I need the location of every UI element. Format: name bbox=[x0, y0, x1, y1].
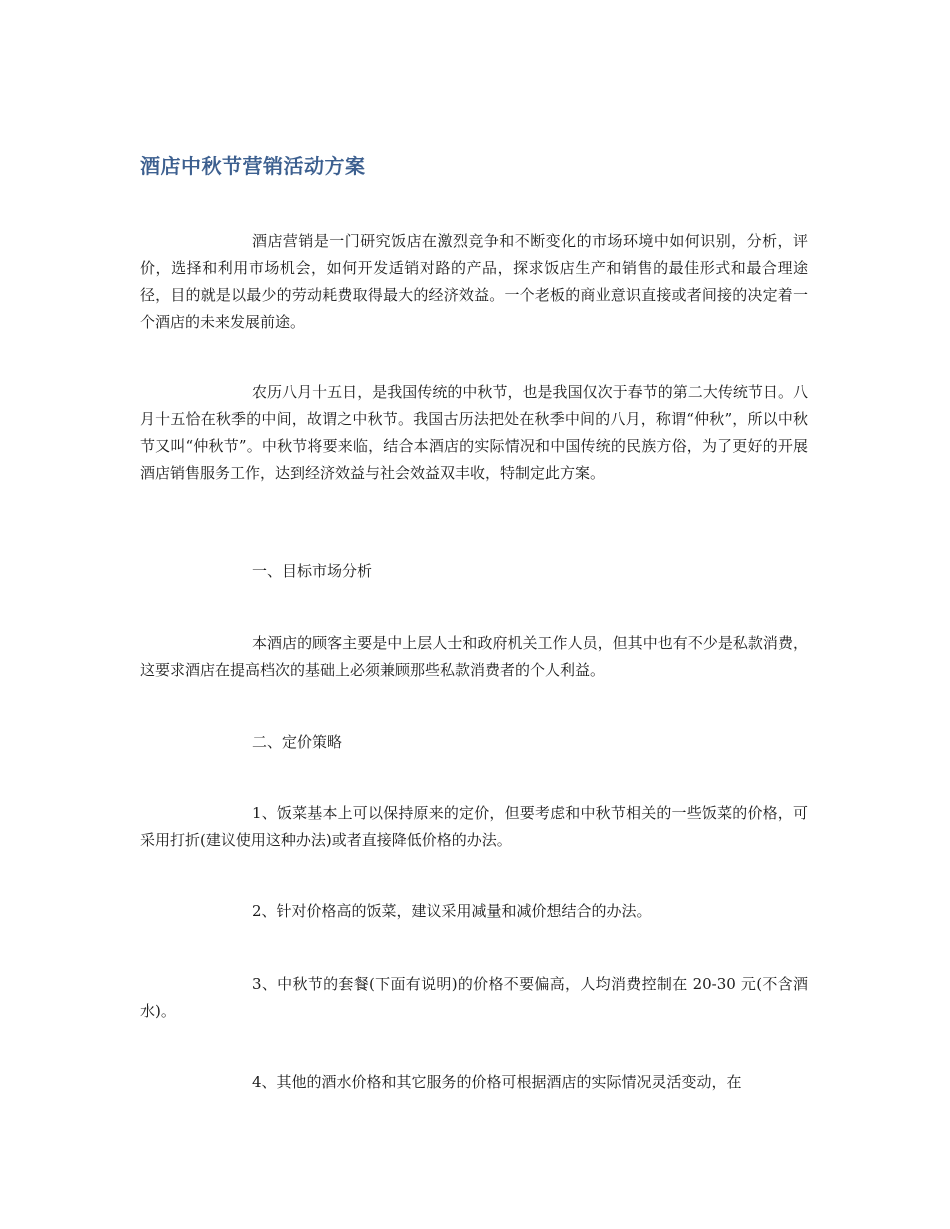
intro-paragraph-2: 农历八月十五日，是我国传统的中秋节，也是我国仅次于春节的第二大传统节日。八月十五恰在秋季的中间，故谓之中秋节。我国古历法把处在秋季中间的八月，称谓“仲秋”，所以中秋节又叫“仲秋节”。中秋节将要来临，结合本酒店的实际情况和中国传统的民族方俗，为了更好的开展酒店销售服务工作，达到经济效益与社会效益双丰收，特制定此方案。 bbox=[140, 383, 808, 482]
intro-paragraph-1: 酒店营销是一门研究饭店在激烈竞争和不断变化的市场环境中如何识别，分析，评价，选择和利用市场机会，如何开发适销对路的产品，探求饭店生产和销售的最佳形式和最合理途径，目的就是以最少的劳动耗费取得最大的经济效益。一个老板的商业意识直接或者间接的决定着一个酒店的未来发展前途。 bbox=[140, 232, 808, 331]
document-title: 酒店中秋节营销活动方案 bbox=[140, 154, 366, 178]
pricing-item-4: 4、其他的酒水价格和其它服务的价格可根据酒店的实际情况灵活变动，在 bbox=[252, 1073, 742, 1091]
section-heading-pricing: 二、定价策略 bbox=[252, 733, 343, 751]
pricing-item-3: 3、中秋节的套餐(下面有说明)的价格不要偏高，人均消费控制在 20-30 元(不含酒水)。 bbox=[140, 975, 808, 1020]
pricing-item-2: 2、针对价格高的饭菜，建议采用减量和减价想结合的办法。 bbox=[252, 902, 652, 920]
target-market-paragraph: 本酒店的顾客主要是中上层人士和政府机关工作人员，但其中也有不少是私款消费，这要求酒店在提高档次的基础上必须兼顾那些私款消费者的个人利益。 bbox=[140, 634, 808, 679]
section-heading-target-market: 一、目标市场分析 bbox=[252, 562, 373, 580]
pricing-item-1: 1、饭菜基本上可以保持原来的定价，但要考虑和中秋节相关的一些饭菜的价格，可采用打折(建议使用这种办法)或者直接降低价格的办法。 bbox=[140, 804, 808, 849]
